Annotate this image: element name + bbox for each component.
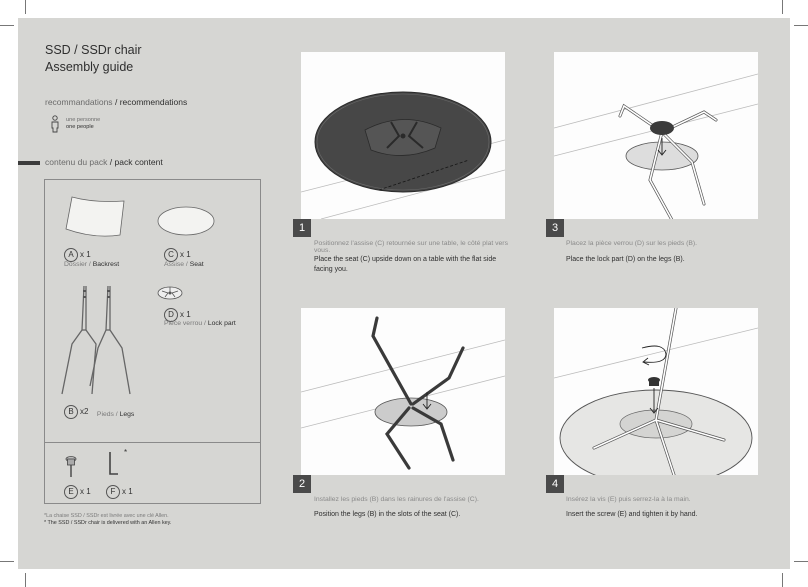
step-3-text-en: Place the lock part (D) on the legs (B). <box>566 256 685 263</box>
step-2-illustration <box>301 308 505 475</box>
page-subtitle: Assembly guide <box>45 60 134 74</box>
crop-mark <box>0 25 14 26</box>
crop-mark <box>782 0 783 14</box>
step-1-illustration <box>301 52 505 219</box>
part-c-label: C x 1 <box>164 246 191 264</box>
page-title: SSD / SSDr chair <box>45 43 142 57</box>
step-1-text-en: Place the seat (C) upside down on a table with the flat side facing you. <box>314 256 497 273</box>
section-marker <box>18 161 40 165</box>
allen-key-footnote: *La chaise SSD / SSDr est livrée avec une clé Allen. * The SSD / SSDr chair is delivered with an Allen key. <box>44 513 172 526</box>
crop-mark <box>782 573 783 587</box>
allen-key-icon <box>106 450 126 480</box>
crop-mark <box>25 573 26 587</box>
step-3-illustration <box>554 52 758 219</box>
step-3-number: 3 <box>546 219 564 237</box>
crop-mark <box>0 561 14 562</box>
step-4-number: 4 <box>546 475 564 493</box>
crop-mark <box>794 561 808 562</box>
step-4-text-en: Insert the screw (E) and tighten it by hand. <box>566 511 698 518</box>
part-b-label: B x2 Pieds / Legs <box>64 403 134 421</box>
step-2-text-en: Position the legs (B) in the slots of the seat (C). <box>314 511 461 518</box>
part-d-label: D x 1 <box>164 306 191 324</box>
step-2-text-fr: Installez les pieds (B) dans les rainures de l'assise (C). <box>314 496 479 503</box>
crop-mark <box>25 0 26 14</box>
step-4-panel <box>554 308 758 475</box>
part-a-caption: Dossier / Backrest <box>64 261 120 268</box>
step-1-panel <box>301 52 505 219</box>
backrest-illustration <box>64 193 130 241</box>
part-c-caption: Assise / Seat <box>164 261 204 268</box>
step-2-number: 2 <box>293 475 311 493</box>
allen-key-asterisk: * <box>124 448 128 457</box>
person-icon <box>50 115 60 133</box>
people-recommendation: une personne one people <box>66 117 101 130</box>
step-1-number: 1 <box>293 219 311 237</box>
seat-illustration <box>156 204 216 238</box>
step-3-panel <box>554 52 758 219</box>
recommendations-heading: recommandations / recommendations <box>45 97 188 107</box>
crop-mark <box>794 25 808 26</box>
step-1-text-fr: Positionnez l'assise (C) retournée sur une table, le côté plat vers vous. <box>314 240 508 254</box>
step-4-text-fr: Insérez la vis (E) puis serrez-la à la main. <box>566 496 691 503</box>
step-3-text-fr: Placez la pièce verrou (D) sur les pieds (B). <box>566 240 698 247</box>
screw-illustration <box>64 455 78 479</box>
lock-part-illustration <box>156 283 186 303</box>
part-e-label: E x 1 <box>64 483 91 501</box>
part-f-label: F x 1 <box>106 483 133 501</box>
part-d-caption: Pièce verrou / Lock part <box>164 320 236 327</box>
legs-illustration <box>58 282 148 400</box>
part-a-label: A x 1 <box>64 246 91 264</box>
pack-content-heading: contenu du pack / pack content <box>45 157 163 167</box>
step-2-panel <box>301 308 505 475</box>
step-4-illustration <box>554 308 758 475</box>
